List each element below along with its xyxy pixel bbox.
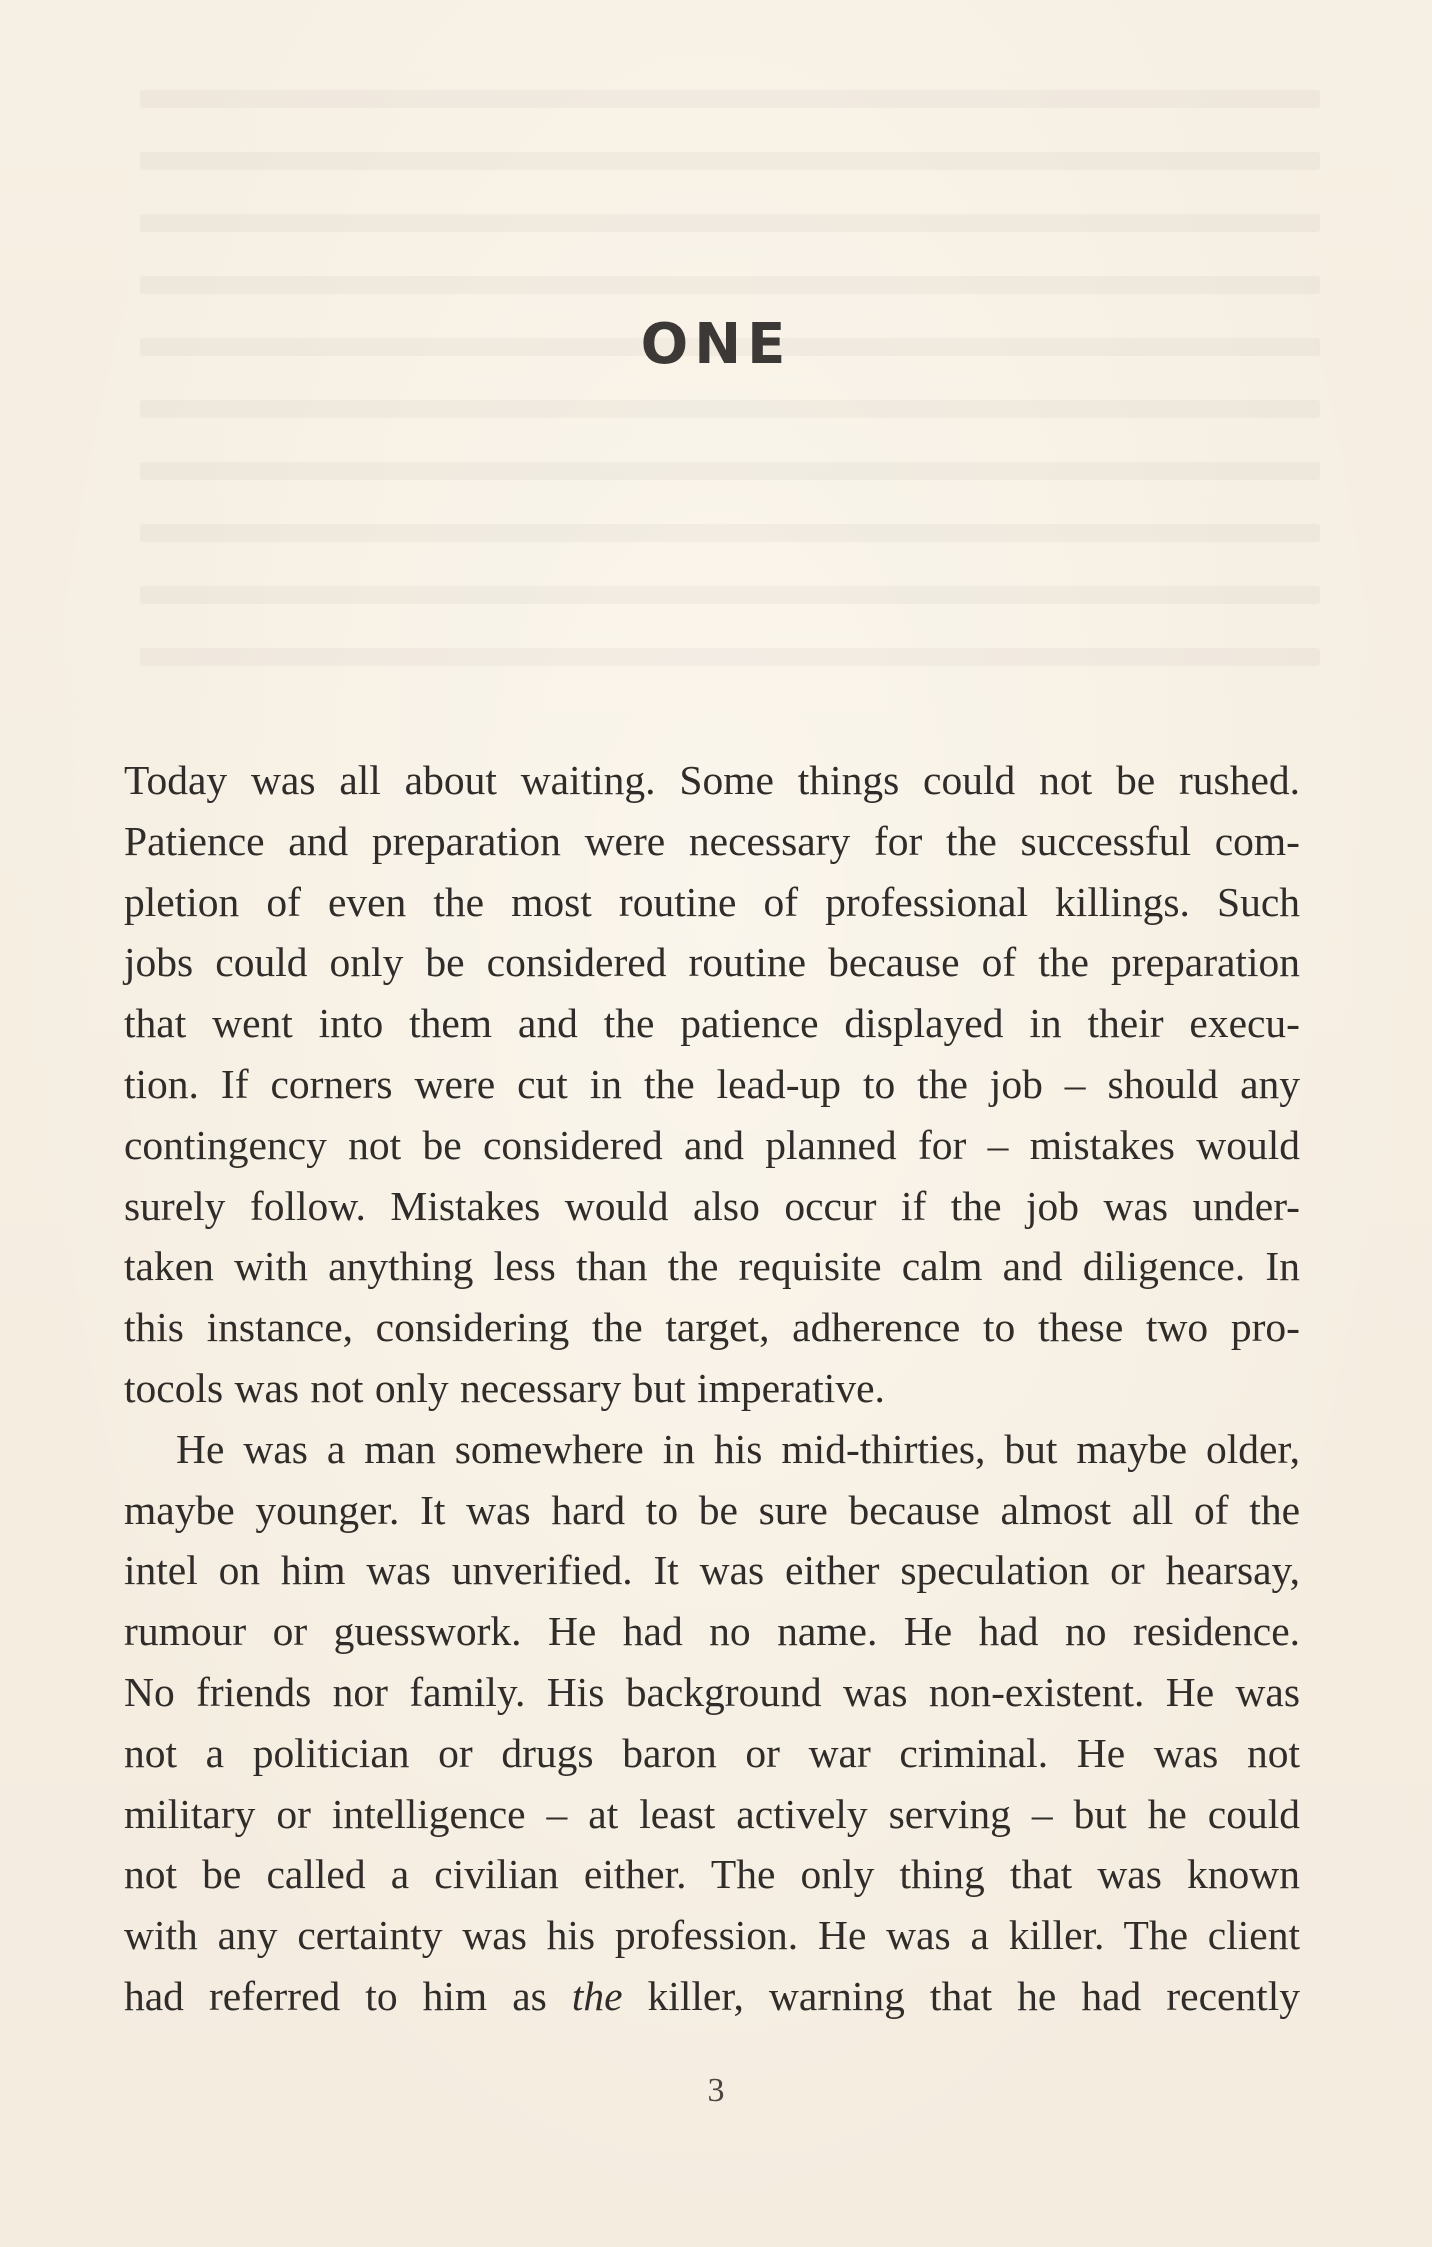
page-number: 3 [707, 2072, 725, 2109]
text-line: that went into them and the patience displayed in their execu- [124, 1000, 1300, 1047]
text-line: rumour or guesswork. He had no name. He had no residence. [124, 1608, 1300, 1655]
text-line: tocols was not only necessary but imperative. [124, 1364, 885, 1411]
text-line: He was a man somewhere in his mid-thirties, but maybe older, [176, 1425, 1300, 1472]
body-text [124, 750, 1300, 2027]
emphasis-text: the [571, 1972, 623, 2019]
text-line: intel on him was unverified. It was either speculation or hearsay, [124, 1547, 1300, 1594]
text-line: this instance, considering the target, adherence to these two pro- [124, 1304, 1300, 1351]
paragraph-2 [124, 1419, 1300, 2027]
text-line: contingency not be considered and planned for – mistakes would [124, 1121, 1300, 1168]
bleed-through-texture [140, 90, 1320, 730]
text-line: tion. If corners were cut in the lead-up to the job – should any [124, 1060, 1300, 1107]
text-line: with any certainty was his profession. He was a killer. The client [124, 1912, 1300, 1959]
text-line: taken with anything less than the requisite calm and diligence. In [124, 1243, 1300, 1290]
text-line: maybe younger. It was hard to be sure because almost all of the [124, 1486, 1300, 1533]
chapter-title: ONE [640, 312, 792, 377]
text-line: Today was all about waiting. Some things could not be rushed. [124, 757, 1300, 803]
text-fragment: had referred to him as [124, 1972, 572, 2019]
text-line: Patience and preparation were necessary for the successful com- [124, 817, 1300, 864]
text-line: not be called a civilian either. The only thing that was known [124, 1851, 1300, 1898]
text-fragment: killer, warning that he had recently [622, 1972, 1300, 2019]
text-line: not a politician or drugs baron or war criminal. He was not [124, 1729, 1300, 1776]
text-line: No friends nor family. His background was non-existent. He was [124, 1668, 1300, 1715]
text-line: military or intelligence – at least actively serving – but he could [124, 1790, 1300, 1837]
paragraph-1 [124, 750, 1300, 1419]
text-line: pletion of even the most routine of professional killings. Such [124, 878, 1300, 925]
text-line: surely follow. Mistakes would also occur if the job was under- [124, 1182, 1300, 1229]
text-line: jobs could only be considered routine because of the preparation [124, 939, 1300, 986]
text-line-final [124, 1966, 1300, 2027]
